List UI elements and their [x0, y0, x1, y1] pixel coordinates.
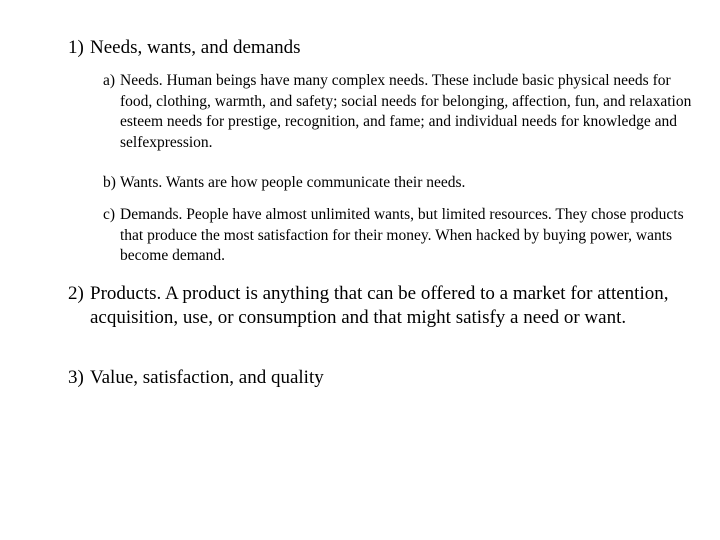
- subitem-letter: b): [103, 174, 116, 191]
- item-number: 3): [68, 367, 84, 388]
- outline-item-value: [68, 366, 628, 390]
- subitem-text: Demands. People have almost unlimited wants, but limited resources. They chose products that produce the most satisfaction for their money. When hacked by buying power, wants become demand.: [120, 206, 684, 264]
- subitem-text: Wants. Wants are how people communicate their needs.: [120, 174, 466, 191]
- outline-subitem-wants: [103, 173, 703, 194]
- outline-item-needs-wants-demands: [68, 36, 628, 60]
- item-heading: Value, satisfaction, and quality: [90, 367, 324, 388]
- outline-item-products: [68, 282, 688, 330]
- subitem-letter: c): [103, 206, 116, 223]
- subitem-letter: a): [103, 72, 116, 89]
- item-heading: Needs, wants, and demands: [90, 37, 301, 58]
- outline-subitem-needs: [103, 71, 703, 153]
- item-number: 2): [68, 283, 84, 304]
- item-number: 1): [68, 37, 84, 58]
- outline-subitem-demands: [103, 205, 703, 267]
- subitem-text: Needs. Human beings have many complex needs. These include basic physical needs for food, clothing, warmth, and safety; social needs for belonging, affection, fun, and relaxation esteem needs for prestige, recognition, and fame; and individual needs for knowledge and selfexpression.: [120, 72, 692, 151]
- item-text: Products. A product is anything that can be offered to a market for attention, acquisition, use, or consumption and that might satisfy a need or want.: [90, 283, 669, 328]
